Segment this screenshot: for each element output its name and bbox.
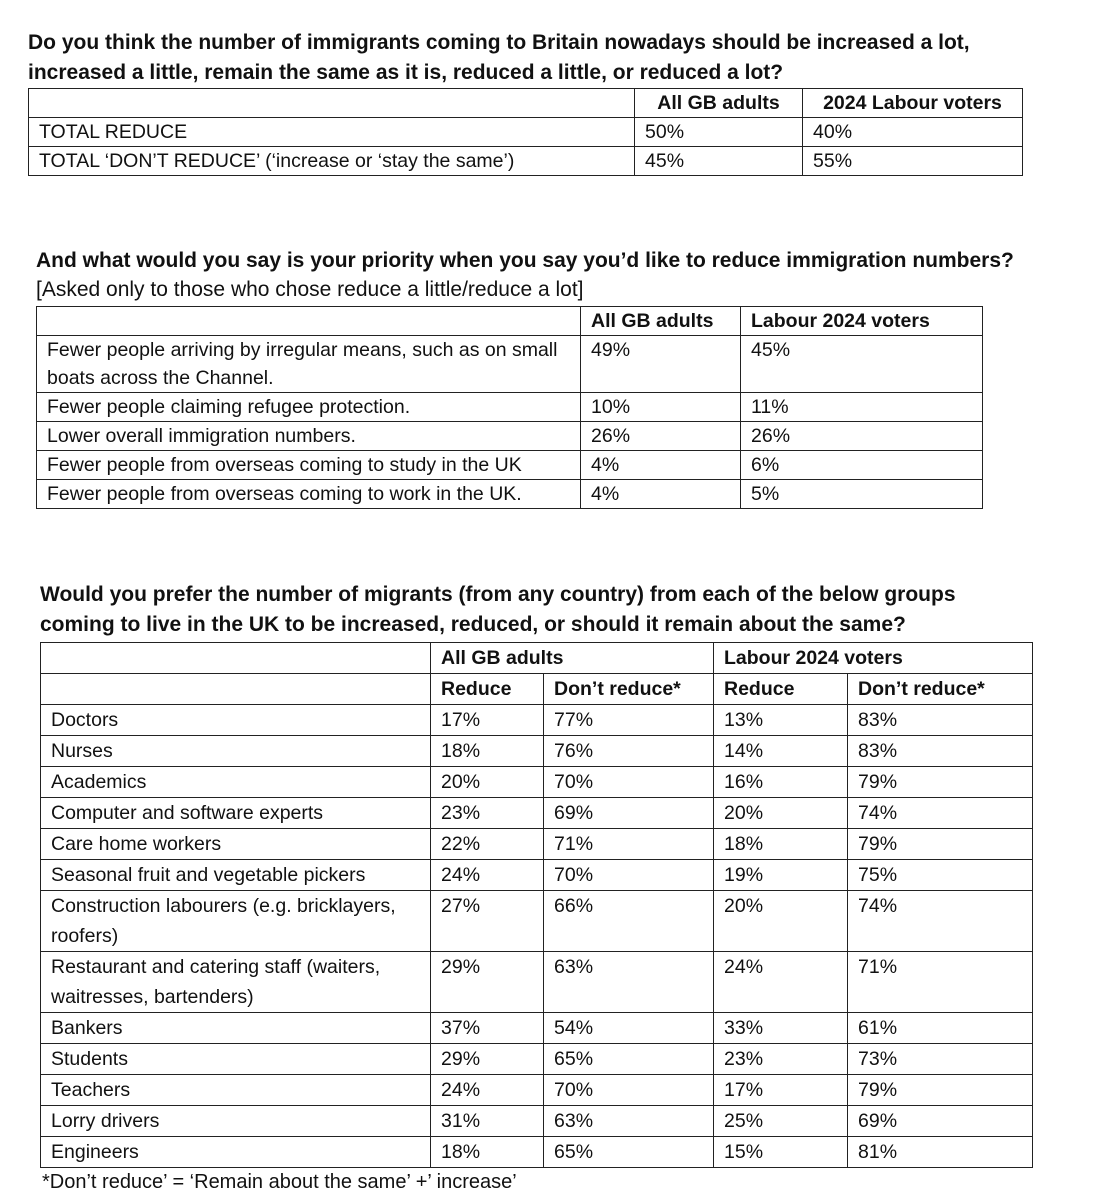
value-cell: 71% bbox=[544, 829, 714, 860]
value-cell: 19% bbox=[714, 860, 848, 891]
table-row bbox=[41, 952, 1033, 1013]
question-3-section bbox=[40, 580, 1033, 1196]
value-cell: 16% bbox=[714, 767, 848, 798]
value-cell: 31% bbox=[431, 1106, 544, 1137]
value-cell: 24% bbox=[714, 952, 848, 1013]
value-cell: 65% bbox=[544, 1044, 714, 1075]
value-cell: 20% bbox=[431, 767, 544, 798]
table-row bbox=[41, 1044, 1033, 1075]
row-label: Computer and software experts bbox=[41, 798, 431, 829]
row-label: Bankers bbox=[41, 1013, 431, 1044]
value-cell: 49% bbox=[581, 336, 741, 393]
value-cell: 74% bbox=[848, 798, 1033, 829]
value-cell: 17% bbox=[431, 705, 544, 736]
header-cell bbox=[41, 643, 431, 674]
table-row bbox=[41, 705, 1033, 736]
table-sub-header-row bbox=[41, 674, 1033, 705]
row-label: Doctors bbox=[41, 705, 431, 736]
value-cell: 25% bbox=[714, 1106, 848, 1137]
table-row bbox=[37, 422, 983, 451]
value-cell: 50% bbox=[635, 118, 803, 147]
value-cell: 45% bbox=[741, 336, 983, 393]
value-cell: 74% bbox=[848, 891, 1033, 952]
question-3-table bbox=[40, 642, 1033, 1168]
row-label: Fewer people arriving by irregular means, such as on small boats across the Channel. bbox=[37, 336, 581, 393]
question-2-subtitle: [Asked only to those who chose reduce a little/reduce a lot] bbox=[36, 278, 584, 301]
value-cell: 76% bbox=[544, 736, 714, 767]
value-cell: 5% bbox=[741, 480, 983, 509]
header-cell: 2024 Labour voters bbox=[803, 89, 1023, 118]
value-cell: 26% bbox=[581, 422, 741, 451]
table-row bbox=[41, 829, 1033, 860]
value-cell: 63% bbox=[544, 1106, 714, 1137]
table-row bbox=[41, 1106, 1033, 1137]
table-row bbox=[37, 393, 983, 422]
value-cell: 4% bbox=[581, 451, 741, 480]
table-row bbox=[41, 1013, 1033, 1044]
row-label: TOTAL ‘DON’T REDUCE’ (‘increase or ‘stay the same’) bbox=[29, 147, 635, 176]
table-row bbox=[41, 891, 1033, 952]
question-2-table bbox=[36, 306, 983, 509]
table-row bbox=[41, 860, 1033, 891]
row-label: Teachers bbox=[41, 1075, 431, 1106]
value-cell: 4% bbox=[581, 480, 741, 509]
value-cell: 79% bbox=[848, 767, 1033, 798]
table-row bbox=[37, 480, 983, 509]
table-row bbox=[29, 118, 1023, 147]
value-cell: 63% bbox=[544, 952, 714, 1013]
value-cell: 79% bbox=[848, 1075, 1033, 1106]
row-label: Fewer people from overseas coming to work in the UK. bbox=[37, 480, 581, 509]
row-label: Academics bbox=[41, 767, 431, 798]
group-header-labour-voters: Labour 2024 voters bbox=[714, 643, 1033, 674]
table-row bbox=[37, 451, 983, 480]
value-cell: 70% bbox=[544, 1075, 714, 1106]
value-cell: 81% bbox=[848, 1137, 1033, 1168]
value-cell: 18% bbox=[714, 829, 848, 860]
value-cell: 69% bbox=[544, 798, 714, 829]
table-row bbox=[41, 736, 1033, 767]
value-cell: 69% bbox=[848, 1106, 1033, 1137]
value-cell: 37% bbox=[431, 1013, 544, 1044]
header-cell: All GB adults bbox=[581, 307, 741, 336]
value-cell: 18% bbox=[431, 1137, 544, 1168]
header-cell bbox=[29, 89, 635, 118]
value-cell: 20% bbox=[714, 798, 848, 829]
value-cell: 22% bbox=[431, 829, 544, 860]
value-cell: 18% bbox=[431, 736, 544, 767]
value-cell: 61% bbox=[848, 1013, 1033, 1044]
question-2-section bbox=[36, 246, 1014, 509]
value-cell: 71% bbox=[848, 952, 1033, 1013]
header-cell bbox=[37, 307, 581, 336]
row-label: Lower overall immigration numbers. bbox=[37, 422, 581, 451]
row-label: Fewer people from overseas coming to study in the UK bbox=[37, 451, 581, 480]
header-cell: Labour 2024 voters bbox=[741, 307, 983, 336]
sub-header-cell: Don’t reduce* bbox=[848, 674, 1033, 705]
row-label: Nurses bbox=[41, 736, 431, 767]
row-label: Construction labourers (e.g. bricklayers, roofers) bbox=[41, 891, 431, 952]
value-cell: 65% bbox=[544, 1137, 714, 1168]
table-header-row bbox=[29, 89, 1023, 118]
row-label: Seasonal fruit and vegetable pickers bbox=[41, 860, 431, 891]
value-cell: 11% bbox=[741, 393, 983, 422]
value-cell: 27% bbox=[431, 891, 544, 952]
value-cell: 15% bbox=[714, 1137, 848, 1168]
footnote: *Don’t reduce’ = ‘Remain about the same’ +’ increase’ bbox=[42, 1171, 517, 1193]
table-row bbox=[41, 1075, 1033, 1106]
value-cell: 13% bbox=[714, 705, 848, 736]
value-cell: 23% bbox=[714, 1044, 848, 1075]
value-cell: 70% bbox=[544, 767, 714, 798]
sub-header-cell: Reduce bbox=[714, 674, 848, 705]
value-cell: 54% bbox=[544, 1013, 714, 1044]
value-cell: 40% bbox=[803, 118, 1023, 147]
table-row bbox=[41, 798, 1033, 829]
question-1-title-line-1: Do you think the number of immigrants coming to Britain nowadays should be increased a lot, bbox=[28, 31, 970, 54]
row-label: Care home workers bbox=[41, 829, 431, 860]
value-cell: 24% bbox=[431, 1075, 544, 1106]
value-cell: 83% bbox=[848, 736, 1033, 767]
row-label: Restaurant and catering staff (waiters, waitresses, bartenders) bbox=[41, 952, 431, 1013]
value-cell: 24% bbox=[431, 860, 544, 891]
question-3-table-body bbox=[41, 705, 1033, 1168]
question-3-title-line-1: Would you prefer the number of migrants (from any country) from each of the below groups bbox=[40, 583, 956, 606]
value-cell: 66% bbox=[544, 891, 714, 952]
row-label: Engineers bbox=[41, 1137, 431, 1168]
value-cell: 26% bbox=[741, 422, 983, 451]
question-1-section bbox=[28, 28, 1023, 176]
header-cell bbox=[41, 674, 431, 705]
table-row bbox=[29, 147, 1023, 176]
value-cell: 33% bbox=[714, 1013, 848, 1044]
question-1-table bbox=[28, 88, 1023, 176]
header-cell: All GB adults bbox=[635, 89, 803, 118]
value-cell: 45% bbox=[635, 147, 803, 176]
value-cell: 6% bbox=[741, 451, 983, 480]
table-group-header-row bbox=[41, 643, 1033, 674]
value-cell: 10% bbox=[581, 393, 741, 422]
sub-header-cell: Reduce bbox=[431, 674, 544, 705]
value-cell: 79% bbox=[848, 829, 1033, 860]
value-cell: 20% bbox=[714, 891, 848, 952]
table-row bbox=[41, 1137, 1033, 1168]
row-label: TOTAL REDUCE bbox=[29, 118, 635, 147]
value-cell: 14% bbox=[714, 736, 848, 767]
value-cell: 29% bbox=[431, 1044, 544, 1075]
value-cell: 70% bbox=[544, 860, 714, 891]
value-cell: 75% bbox=[848, 860, 1033, 891]
value-cell: 17% bbox=[714, 1075, 848, 1106]
question-2-title: And what would you say is your priority when you say you’d like to reduce immigration numbers? bbox=[36, 249, 1014, 272]
value-cell: 73% bbox=[848, 1044, 1033, 1075]
value-cell: 55% bbox=[803, 147, 1023, 176]
group-header-all-gb-adults: All GB adults bbox=[431, 643, 714, 674]
sub-header-cell: Don’t reduce* bbox=[544, 674, 714, 705]
question-3-title-line-2: coming to live in the UK to be increased, reduced, or should it remain about the same? bbox=[40, 613, 906, 636]
value-cell: 83% bbox=[848, 705, 1033, 736]
value-cell: 23% bbox=[431, 798, 544, 829]
question-1-title-line-2: increased a little, remain the same as it is, reduced a little, or reduced a lot? bbox=[28, 61, 784, 84]
row-label: Lorry drivers bbox=[41, 1106, 431, 1137]
row-label: Fewer people claiming refugee protection. bbox=[37, 393, 581, 422]
table-row bbox=[41, 767, 1033, 798]
value-cell: 29% bbox=[431, 952, 544, 1013]
table-row bbox=[37, 336, 983, 393]
table-header-row bbox=[37, 307, 983, 336]
row-label: Students bbox=[41, 1044, 431, 1075]
value-cell: 77% bbox=[544, 705, 714, 736]
